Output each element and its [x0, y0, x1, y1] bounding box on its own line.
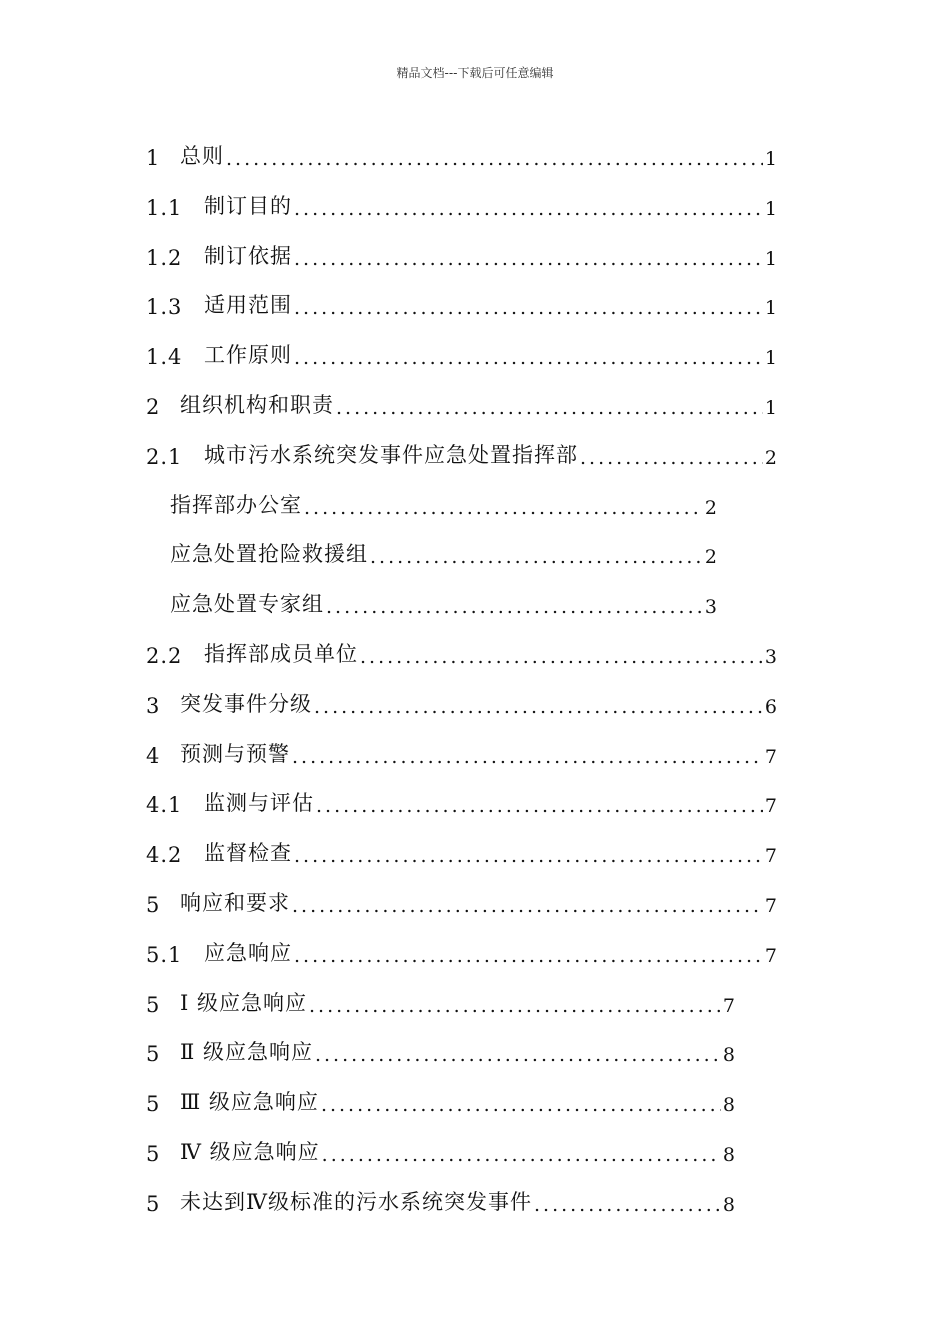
- toc-entry-title: 组织机构和职责: [180, 393, 334, 417]
- toc-entry[interactable]: [146, 1080, 736, 1116]
- toc-entry[interactable]: [146, 831, 778, 867]
- toc-leader-dots: [360, 646, 763, 668]
- toc-entry-title: 指挥部成员单位: [204, 642, 358, 666]
- toc-entry-page: 7: [764, 845, 778, 868]
- toc-entry-number: 4.2: [146, 843, 183, 868]
- toc-entry[interactable]: [146, 333, 778, 369]
- toc-leader-dots: [294, 347, 763, 369]
- toc-entry[interactable]: [146, 732, 778, 768]
- toc-entry-title: 制订依据: [204, 243, 292, 268]
- toc-entry-title: 未达到Ⅳ级标准的污水系统突发事件: [180, 1189, 532, 1214]
- toc-entry-number: 1.2: [146, 245, 183, 270]
- toc-leader-dots: [370, 546, 703, 568]
- toc-entry[interactable]: [146, 981, 736, 1017]
- toc-entry-number: 5: [146, 1142, 161, 1166]
- toc-leader-dots: [580, 447, 763, 469]
- toc-entry-title: 应急响应: [204, 940, 292, 965]
- toc-entry[interactable]: [146, 134, 778, 170]
- toc-entry[interactable]: [170, 483, 718, 519]
- toc-entry-title: 预测与预警: [180, 741, 290, 766]
- toc-entry-number: 5: [146, 893, 161, 917]
- toc-entry[interactable]: [146, 383, 778, 419]
- toc-entry-page: 6: [764, 695, 778, 718]
- toc-entry-number: 5.1: [146, 942, 183, 967]
- toc-entry-page: 1: [764, 148, 778, 170]
- toc-entry-title: Ⅰ 级应急响应: [180, 990, 307, 1015]
- toc-leader-dots: [314, 696, 763, 718]
- toc-entry-page: 3: [764, 646, 778, 668]
- toc-entry-page: 2: [764, 446, 778, 469]
- toc-leader-dots: [294, 198, 763, 220]
- toc-entry-title: 总则: [180, 144, 224, 168]
- toc-leader-dots: [322, 1144, 721, 1166]
- toc-entry[interactable]: [146, 1030, 736, 1066]
- toc-entry-number: 5: [146, 1092, 161, 1117]
- toc-entry-title: 工作原则: [204, 343, 292, 368]
- toc-leader-dots: [294, 845, 763, 867]
- toc-entry-page: 7: [722, 994, 736, 1017]
- toc-entry-number: 1.4: [146, 345, 183, 370]
- toc-entry[interactable]: [146, 184, 778, 220]
- toc-entry-title: Ⅳ 级应急响应: [180, 1140, 320, 1164]
- toc-entry-number: 5: [146, 1191, 161, 1216]
- toc-entry-page: 1: [764, 347, 778, 370]
- toc-entry[interactable]: [170, 582, 718, 618]
- toc-entry-page: 7: [764, 795, 778, 818]
- toc-entry-title: 应急处置抢险救援组: [170, 542, 368, 567]
- toc-entry-title: 适用范围: [204, 293, 292, 318]
- toc-entry[interactable]: [146, 433, 778, 469]
- toc-entry-number: 2.1: [146, 444, 183, 469]
- toc-entry-page: 7: [764, 895, 778, 917]
- toc-leader-dots: [315, 1044, 721, 1066]
- toc-entry-title: Ⅲ 级应急响应: [180, 1090, 319, 1115]
- toc-entry[interactable]: [146, 234, 778, 270]
- toc-entry-title: 响应和要求: [180, 891, 290, 915]
- toc-entry-page: 2: [704, 546, 718, 569]
- toc-entry-number: 4.1: [146, 793, 183, 818]
- toc-entry-title: 城市污水系统突发事件应急处置指挥部: [204, 442, 578, 467]
- toc-leader-dots: [316, 795, 763, 817]
- toc-entry-page: 8: [722, 1044, 736, 1067]
- toc-leader-dots: [326, 596, 703, 618]
- toc-entry-number: 1.3: [146, 295, 183, 320]
- toc-entry-number: 3: [146, 693, 161, 718]
- toc-entry[interactable]: [146, 931, 778, 967]
- toc-leader-dots: [294, 297, 763, 319]
- toc-entry-page: 1: [764, 197, 778, 220]
- toc-leader-dots: [294, 248, 763, 270]
- toc-entry-title: Ⅱ 级应急响应: [180, 1040, 313, 1065]
- toc-entry-number: 1: [146, 146, 161, 170]
- toc-entry[interactable]: [146, 881, 778, 917]
- toc-entry-title: 监督检查: [204, 841, 292, 866]
- toc-entry-page: 3: [704, 596, 718, 619]
- toc-entry-number: 2.2: [146, 644, 183, 668]
- toc-entry-title: 指挥部办公室: [170, 492, 302, 517]
- toc-entry-page: 7: [764, 745, 778, 768]
- toc-leader-dots: [304, 497, 703, 519]
- toc-entry[interactable]: [146, 682, 778, 718]
- toc-leader-dots: [534, 1194, 721, 1216]
- toc-entry-number: 4: [146, 743, 161, 768]
- toc-entry-page: 2: [704, 496, 718, 519]
- toc-entry[interactable]: [170, 532, 718, 568]
- toc-leader-dots: [292, 895, 763, 917]
- toc-entry-page: 1: [764, 397, 778, 419]
- toc-entry[interactable]: [146, 1130, 736, 1166]
- toc-leader-dots: [294, 945, 763, 967]
- toc-entry-number: 2: [146, 395, 161, 419]
- toc-entry-title: 制订目的: [204, 193, 292, 218]
- toc-entry-title: 突发事件分级: [180, 691, 312, 716]
- toc-entry[interactable]: [146, 632, 778, 668]
- toc-leader-dots: [321, 1094, 721, 1116]
- toc-entry-page: 8: [722, 1144, 736, 1166]
- toc-entry-number: 5: [146, 992, 161, 1017]
- toc-entry-page: 1: [764, 297, 778, 320]
- toc-entry-number: 5: [146, 1042, 161, 1067]
- toc-entry-page: 1: [764, 247, 778, 270]
- toc-leader-dots: [226, 148, 763, 170]
- toc-entry-number: 1.1: [146, 195, 183, 220]
- toc-leader-dots: [309, 995, 721, 1017]
- toc-entry[interactable]: [146, 283, 778, 319]
- toc-entry-title: 应急处置专家组: [170, 592, 324, 617]
- toc-entry-page: 8: [722, 1193, 736, 1216]
- page-header: 精品文档---下载后可任意编辑: [396, 66, 554, 80]
- toc-entry-page: 8: [722, 1094, 736, 1117]
- toc-entry-page: 7: [764, 944, 778, 967]
- toc-entry-title: 监测与评估: [204, 791, 314, 816]
- toc-entry[interactable]: [146, 781, 778, 817]
- toc-leader-dots: [292, 746, 763, 768]
- toc-entry[interactable]: [146, 1180, 736, 1216]
- toc-leader-dots: [336, 397, 763, 419]
